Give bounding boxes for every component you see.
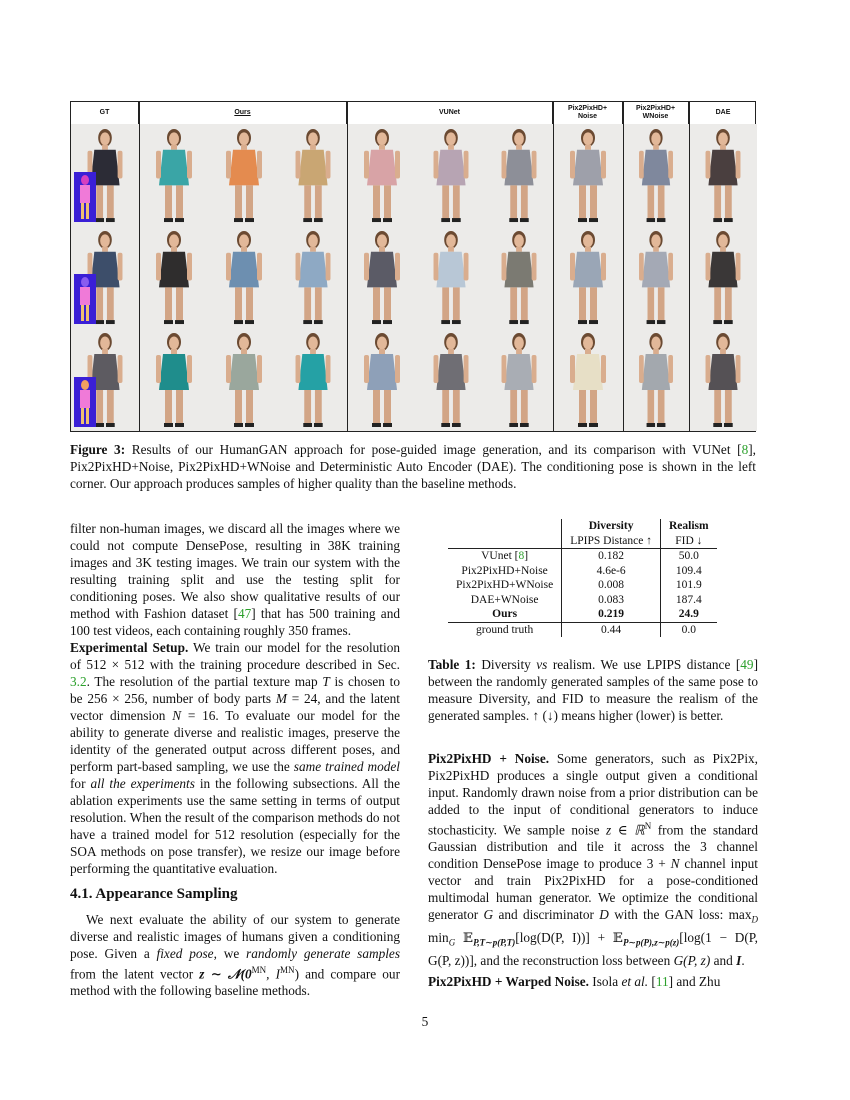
text: = 24, and the latent vector dimension xyxy=(70,691,400,723)
text: [ xyxy=(648,973,656,989)
math: M xyxy=(275,691,287,706)
emphasis: et al. xyxy=(621,973,649,989)
text: ] that has 500 training and 100 test videos, each containing roughly 350 frames. xyxy=(70,606,401,638)
math: max xyxy=(728,907,752,923)
figure-row xyxy=(71,226,755,328)
row-label: Pix2PixHD+Noise xyxy=(448,564,562,579)
paragraph xyxy=(428,656,758,724)
text: channel input vector and train Pix2PixHD for a pose-conditioned multimodal human generator. We optimize the conditional generator xyxy=(428,856,759,923)
paragraph-title: Pix2PixHD + Noise. xyxy=(428,751,550,766)
header-pix2pixhd-noise: Pix2PixHD+ Noise xyxy=(553,102,623,124)
cell-diversity: 4.6e-6 xyxy=(562,564,661,579)
math: G xyxy=(448,937,456,948)
person-image xyxy=(71,328,139,431)
citation-link[interactable]: 11 xyxy=(655,973,669,989)
figure-row xyxy=(71,328,755,431)
table-row-ours xyxy=(448,607,717,622)
person-image xyxy=(417,124,485,226)
text: ] and Zhu xyxy=(668,973,721,989)
person-image xyxy=(347,328,417,431)
row-label: ground truth xyxy=(448,622,562,637)
emphasis: same trained model xyxy=(293,759,400,774)
person-image xyxy=(71,226,139,328)
person-image xyxy=(485,226,553,328)
person-image xyxy=(209,226,279,328)
page-number: 5 xyxy=(421,1014,429,1029)
cell-diversity: 0.219 xyxy=(562,607,661,622)
person-image xyxy=(139,226,209,328)
col-header-diversity: Diversity xyxy=(562,519,661,534)
text: from the latent vector xyxy=(70,966,200,982)
caption-text: ], Pix2PixHD+Noise, Pix2PixHD+WNoise and Deterministic Auto Encoder (DAE). The conditioning pose is shown in the left corner. Our approach produces samples of higher quality than the baseline methods. xyxy=(70,442,756,491)
person-image xyxy=(71,124,139,226)
math: D xyxy=(751,915,758,926)
divider xyxy=(689,102,690,431)
table-row xyxy=(448,578,717,593)
person-image xyxy=(139,328,209,431)
row-label: Ours xyxy=(448,607,562,622)
person-image xyxy=(553,328,623,431)
row-label xyxy=(448,549,562,564)
figure-header xyxy=(71,102,755,125)
header-dae: DAE xyxy=(715,109,731,116)
table-row xyxy=(448,549,717,564)
person-image xyxy=(279,124,347,226)
citation-link[interactable]: 47 xyxy=(237,606,252,621)
paragraph xyxy=(428,750,758,969)
pose-inset-image xyxy=(74,274,96,324)
text: [log(1 − D(P, G(P, z))], and the reconstruction loss between xyxy=(428,930,758,968)
text: Isola xyxy=(588,973,622,989)
table-row xyxy=(448,593,717,608)
cell-diversity: 0.008 xyxy=(562,578,661,593)
text: Some generators, such as Pix2Pix, Pix2PixHD produces a single output given a conditional input. Randomly drawn noise from a prior distribution can be added to the input of conditional generators to induce stochasticity. We sample noise xyxy=(428,751,758,838)
cell-diversity: 0.083 xyxy=(562,593,661,608)
pose-inset-image xyxy=(74,377,96,427)
cell-fid: 50.0 xyxy=(661,549,717,564)
section-link[interactable]: 3.2 xyxy=(70,674,87,689)
person-image xyxy=(485,124,553,226)
person-image xyxy=(623,226,689,328)
col-subheader-lpips: LPIPS Distance ↑ xyxy=(562,534,661,549)
person-image xyxy=(417,226,485,328)
math: , I xyxy=(266,966,281,982)
text: with the GAN loss: xyxy=(608,907,729,923)
math: P,T∼p(P,T) xyxy=(473,937,516,948)
person-image xyxy=(553,124,623,226)
person-image xyxy=(417,328,485,431)
citation-link[interactable]: 8 xyxy=(518,550,525,562)
text: for xyxy=(70,776,91,791)
text: and xyxy=(710,952,737,968)
text: We next evaluate the ability of our system to generate diverse and realistic images of humans given a conditioning pose. Given a xyxy=(70,912,400,961)
math: P∼p(P),z∼p(z) xyxy=(622,937,680,948)
cell-fid: 101.9 xyxy=(675,579,702,591)
divider xyxy=(347,102,348,431)
divider xyxy=(553,102,554,431)
text: . xyxy=(741,952,745,968)
math: N xyxy=(644,821,652,831)
math: MN xyxy=(280,965,295,975)
cell-fid: 109.4 xyxy=(675,564,702,577)
math: G xyxy=(483,907,494,923)
person-image xyxy=(623,328,689,431)
right-column xyxy=(428,750,758,990)
caption-label: Table 1: xyxy=(428,657,476,672)
pose-inset-image xyxy=(74,172,96,222)
text: VUnet [ xyxy=(481,550,519,562)
section-heading: 4.1. Appearance Sampling xyxy=(70,886,238,902)
figure-row xyxy=(71,124,755,226)
text: is chosen to be 256 × 256, number of body parts xyxy=(70,674,400,706)
left-column xyxy=(70,520,400,999)
table-caption xyxy=(428,656,758,724)
math: D xyxy=(599,907,609,923)
person-image xyxy=(279,328,347,431)
col-header-realism: Realism xyxy=(669,520,709,532)
text: Diversity xyxy=(475,657,537,672)
divider xyxy=(139,102,140,431)
header-vunet: VUNet xyxy=(347,102,553,124)
text: realism. We use LPIPS distance [ xyxy=(547,657,741,672)
person-image xyxy=(279,226,347,328)
paragraph-title: Experimental Setup. xyxy=(70,640,189,655)
cell-fid: 0.0 xyxy=(661,622,717,637)
text: We train our model for the resolution of 512 × 512 with the training procedure described in Sec. xyxy=(70,640,400,672)
paragraph xyxy=(428,973,758,990)
paragraph xyxy=(70,911,400,999)
math: min xyxy=(428,930,449,946)
math: 𝔼 xyxy=(455,930,474,946)
emphasis: all the experiments xyxy=(90,776,195,791)
person-image xyxy=(689,124,757,226)
math: T xyxy=(322,674,330,689)
text: , we xyxy=(213,946,247,961)
figure-caption xyxy=(70,441,756,492)
emphasis: fixed pose xyxy=(156,946,214,961)
person-image xyxy=(485,328,553,431)
math: [log(D(P, I))] + 𝔼 xyxy=(515,930,623,946)
math: I xyxy=(736,952,742,968)
text: and discriminator xyxy=(493,907,600,923)
header-gt: GT xyxy=(71,102,139,124)
table-row xyxy=(448,564,717,579)
table-corner xyxy=(448,519,562,534)
row-label: DAE+WNoise xyxy=(448,593,562,608)
person-image xyxy=(347,226,417,328)
text: from the standard Gaussian distribution and tile it across the 3 channel condition DensePose image to produce 3 + xyxy=(428,822,758,872)
header-ours-label: Ours xyxy=(234,109,251,116)
cell-fid: 24.9 xyxy=(678,608,699,620)
paragraph-title: Pix2PixHD + Warped Noise. xyxy=(428,973,589,989)
row-label: Pix2PixHD+WNoise xyxy=(448,578,562,593)
math: z ∈ ℝ xyxy=(606,822,645,838)
text: = 16. To evaluate our model for the ability to generate diverse and realistic images, preserve the identity of the generated output across different poses, and perform part-based sampling, we use the xyxy=(70,708,400,774)
math: N xyxy=(172,708,182,723)
header-ours xyxy=(139,102,347,124)
text: ] xyxy=(524,550,529,562)
person-image xyxy=(623,124,689,226)
divider xyxy=(623,102,624,431)
person-image xyxy=(689,226,757,328)
text: in the following subsections. All the ablation experiments use the same setting in terms of output resolution. When the result of the comparison methods do not have a trained model for 512 resolution (especially for the SOA methods on pose transfer), we resize our image before performing the quantitative evaluation. xyxy=(70,776,400,876)
caption-text: Results of our HumanGAN approach for pose-guided image generation, and its comparison with VUNet [ xyxy=(125,442,742,457)
math: z ∼ 𝒩(0 xyxy=(199,966,252,982)
results-table xyxy=(448,519,717,637)
table-row-ground-truth xyxy=(448,622,717,637)
person-image xyxy=(347,124,417,226)
paragraph xyxy=(70,520,400,639)
caption-label: Figure 3: xyxy=(70,442,126,457)
math: N xyxy=(670,856,680,872)
figure-3 xyxy=(70,101,756,432)
person-image xyxy=(139,124,209,226)
citation-link[interactable]: 8 xyxy=(741,442,749,457)
text: . The resolution of the partial texture map xyxy=(86,674,323,689)
person-image xyxy=(209,328,279,431)
paragraph xyxy=(70,639,400,877)
cell-diversity: 0.44 xyxy=(562,622,661,637)
cell-fid: 187.4 xyxy=(675,593,702,606)
emphasis: vs xyxy=(536,657,548,672)
text: filter non-human images, we discard all the images where we could not compute DensePose, resulting in 38K training images and 3K testing images. We train our system with the resulting training split and use the testing split for conditioning poses. We also show qualitative results of our method with Fashion dataset [ xyxy=(70,521,400,621)
header-pix2pixhd-wnoise: Pix2PixHD+ WNoise xyxy=(623,102,689,124)
text: ] between the randomly generated samples of the same pose to measure Diversity, and FID to measure the realism of the generated samples. ↑ (↓) means higher (lower) is better. xyxy=(428,657,758,723)
citation-link[interactable]: 49 xyxy=(740,657,754,672)
cell-diversity: 0.182 xyxy=(562,549,661,564)
text: ) and compare our method with the following baseline methods. xyxy=(70,966,401,999)
emphasis: randomly generate samples xyxy=(246,946,401,961)
math: MN xyxy=(251,965,267,975)
math: G(P, z) xyxy=(673,952,711,968)
table-corner xyxy=(448,534,562,549)
person-image xyxy=(553,226,623,328)
col-subheader-fid: FID ↓ xyxy=(675,534,703,547)
person-image xyxy=(689,328,757,431)
person-image xyxy=(209,124,279,226)
